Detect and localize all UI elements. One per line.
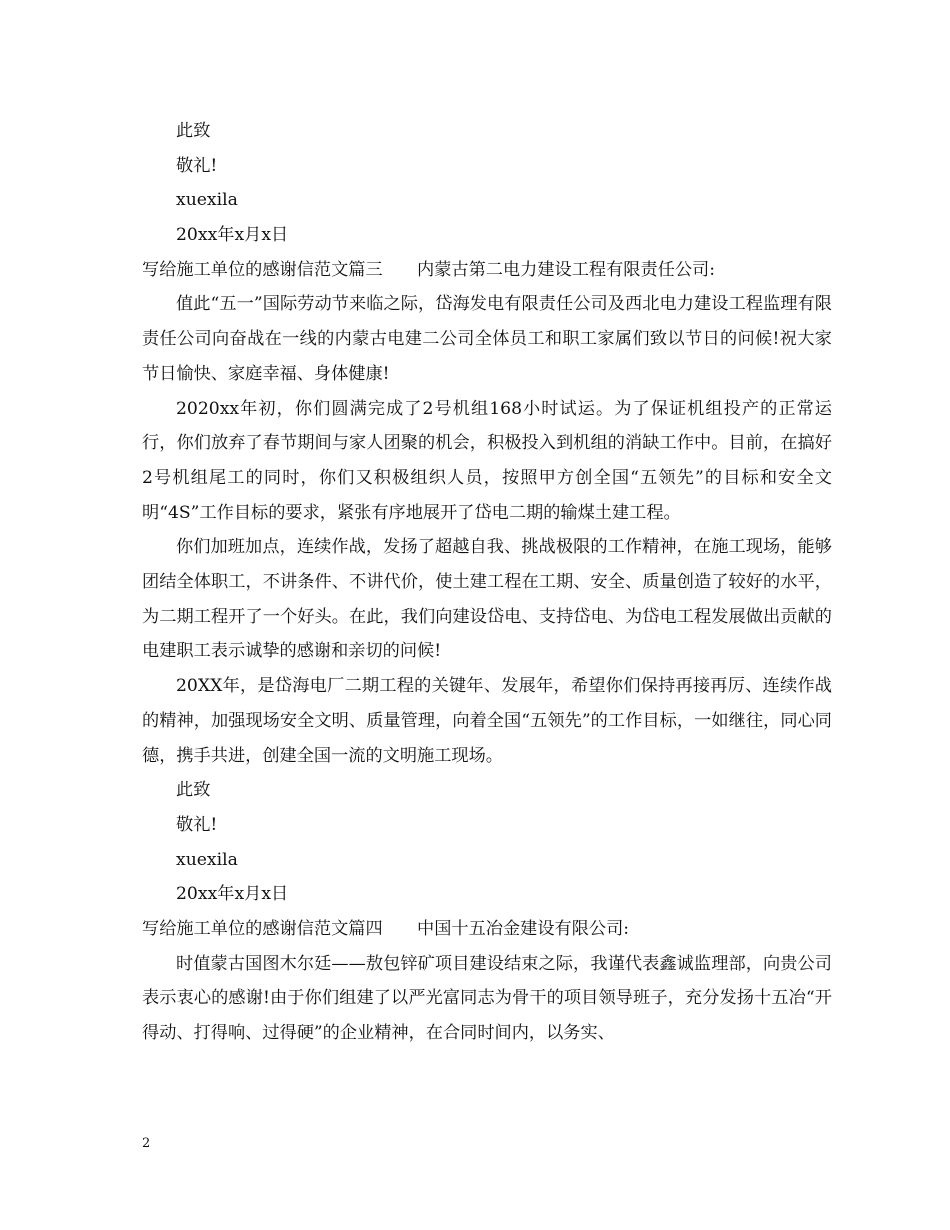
signature-line: xuexila (176, 849, 238, 870)
closing-line: 此致 (176, 121, 211, 141)
paragraph: 时值蒙古国图木尔廷——敖包锌矿项目建设结束之际，我谨代表鑫诚监理部，向贵公司表示衷心的感谢!由于你们组建了以严光富同志为骨干的项目领导班子，充分发扬十五冶“开得动、打得响、过得硬”的企业精神，在合同时间内，以务实、 (142, 953, 832, 1044)
salute-line: 敬礼! (176, 155, 218, 176)
paragraph: 2020xx年初，你们圆满完成了2号机组168小时试运。为了保证机组投产的正常运行，你们放弃了春节期间与家人团聚的机会，积极投入到机组的消缺工作中。目前，在搞好2号机组尾工的同时，你们又积极组织人员，按照甲方创全国“五领先”的目标和安全文明“4S”工作目标的要求，紧张有序地展开了岱电二期的输煤土建工程。 (142, 398, 832, 523)
page-number: 2 (142, 1136, 151, 1151)
paragraph: 你们加班加点，连续作战，发扬了超越自我、挑战极限的工作精神，在施工现场，能够团结全体职工，不讲条件、不讲代价，使土建工程在工期、安全、质量创造了较好的水平，为二期工程开了一个好头。在此，我们向建设岱电、支持岱电、为岱电工程发展做出贡献的电建职工表示诚挚的感谢和亲切的问候! (142, 537, 832, 662)
date-line: 20xx年x月x日 (176, 884, 289, 905)
letter-heading: 写给施工单位的感谢信范文篇三 内蒙古第二电力建设工程有限责任公司: (142, 259, 715, 280)
paragraph: 20XX年，是岱海电厂二期工程的关键年、发展年，希望你们保持再接再厉、连续作战的精神，加强现场安全文明、质量管理，向着全国“五领先”的工作目标，一如继往，同心同德，携手共进，创建全国一流的文明施工现场。 (142, 676, 832, 766)
letter-heading: 写给施工单位的感谢信范文篇四 中国十五冶金建设有限公司: (142, 919, 630, 940)
date-line: 20xx年x月x日 (176, 225, 289, 246)
signature-line: xuexila (176, 190, 238, 211)
paragraph: 值此“五一”国际劳动节来临之际，岱海发电有限责任公司及西北电力建设工程监理有限责任公司向奋战在一线的内蒙古电建二公司全体员工和职工家属们致以节日的问候!祝大家节日愉快、家庭幸福、身体健康! (142, 294, 832, 384)
document-body (142, 114, 832, 1051)
closing-line: 此致 (176, 780, 211, 801)
salute-line: 敬礼! (176, 814, 218, 835)
